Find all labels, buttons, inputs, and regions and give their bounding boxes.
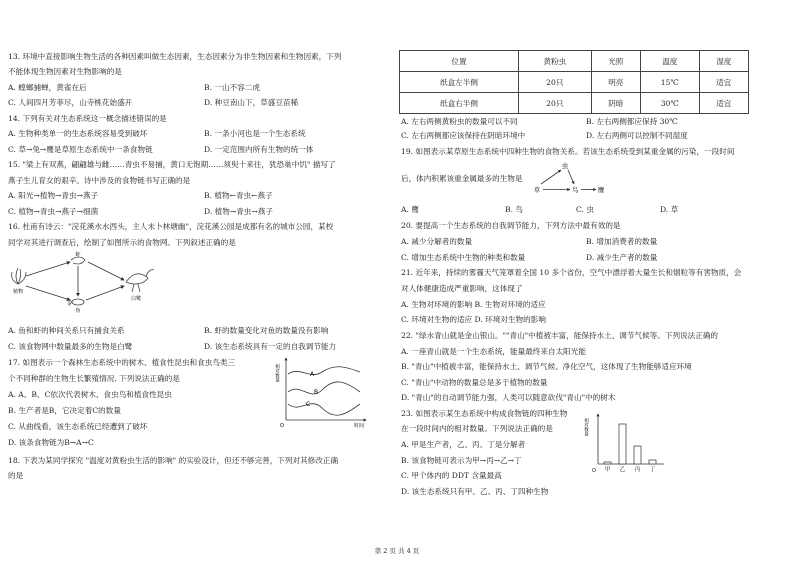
page-number: 第 2 页 共 4 页 [374, 547, 420, 555]
fig-label-plant: 植物 [12, 289, 24, 295]
table-cell: 适宜 [699, 93, 748, 114]
table-cell: 15℃ [641, 72, 700, 93]
table-row [400, 93, 749, 114]
node-bird: 鸟 [571, 186, 579, 194]
curve-a [288, 367, 360, 375]
q19-stem-2: 后，体内积累该重金属最多的生物是 [401, 174, 523, 183]
q19-stem-1: 19. 如图表示某草原生态系统中四种生物的食物关系。若该生态系统受到某重金属的污染，一段时间 [401, 147, 735, 156]
q17-option-c: C. 从曲线看，该生态系统已经遭到了破坏 [8, 422, 148, 431]
fig-label-shrimp: 虾 [75, 252, 81, 258]
bar-chart-origin: O [592, 468, 596, 474]
q22-option-c: C. "青山"中动物的数量总是多于植物的数量 [401, 378, 548, 387]
q20-option-a: A. 减少分解者的数量 [401, 237, 473, 246]
q13-option-c: C. 人间四月芳菲尽，山寺桃花始盛开 [8, 98, 133, 107]
table-cell: 30℃ [641, 93, 700, 114]
table-header-row [400, 51, 749, 72]
bar-label-甲: 甲 [604, 467, 611, 473]
q15-stem-2: 燕子生儿育女的艰辛。诗中涉及的食物链书写正确的是 [8, 176, 191, 185]
node-hawk: 鹰 [597, 186, 605, 194]
q19-option-a: A. 鹰 [401, 205, 419, 214]
egret-icon [126, 270, 154, 292]
fig-label-egret: 白鹭 [130, 296, 142, 302]
curve-c-label: C [306, 401, 311, 408]
q15-stem-1: 15. "梁上有双燕，翩翩雄与雌……青虫不易捕，黄口无饱期……须臾十来往，犹恐巢中饥" 描写了 [8, 160, 336, 169]
q17-option-a: A. A、B、C依次代表树木、食虫鸟和植食性昆虫 [8, 390, 172, 399]
q18-stem-2: 的是 [8, 471, 24, 480]
q21-options-ab: A. 生物对环境的影响 B. 生物对环境的适应 [401, 300, 546, 309]
table-cell: 纸盒左半侧 [400, 72, 519, 93]
q13-option-a: A. 螳螂捕蝉，黄雀在后 [8, 83, 87, 92]
q19-option-c: C. 虫 [576, 205, 594, 214]
q20-stem: 20. 要提高一个生态系统的自我调节能力，下列方法中最有效的是 [401, 221, 621, 230]
q14-option-c: C. 草→兔→鹰是草原生态系统中一条食物链 [8, 145, 153, 154]
q14-option-b: B. 一条小河也是一个生态系统 [204, 129, 306, 138]
q13-stem-1: 13. 环境中直接影响生物生活的各种因素叫做生态因素，生态因素分为非生物因素和生物因素，下列 [8, 52, 342, 61]
q23-option-a: A. 甲是生产者，乙、丙、丁是分解者 [401, 440, 526, 449]
population-curve-graph [276, 356, 372, 428]
q23-option-c: C. 甲个体内的 DDT 含量最高 [401, 471, 502, 480]
table-header: 黄粉虫 [518, 51, 591, 72]
table-header: 温度 [641, 51, 700, 72]
arrow-shrimp-egret [88, 262, 124, 280]
q21-options-cd: C. 环境对生物的适应 D. 环境对生物的影响 [401, 315, 546, 324]
table-cell: 20只 [518, 72, 591, 93]
curve-a-label: A [310, 371, 315, 378]
q16-option-d: D. 该生态系统具有一定的自我调节能力 [204, 342, 337, 351]
curve-b [288, 382, 360, 394]
q22-option-a: A. 一座青山就是一个生态系统，能量最终来自太阳光能 [401, 347, 586, 356]
q16-option-a: A. 鱼和虾的种间关系只有捕食关系 [8, 326, 125, 335]
x-axis-label: 时间 [354, 423, 365, 429]
q17-option-d: D. 该条食物链为B→A→C [8, 438, 94, 447]
table-header: 湿度 [699, 51, 748, 72]
q21-stem-1: 21. 近年来，持续的雾霾天气笼罩着全国 10 多个省份，空气中漂浮着大量生长和烟粒等有害物质，会 [401, 268, 742, 277]
arrow-insect-bird [568, 170, 574, 184]
q15-option-b: B. 植物←青虫←燕子 [204, 191, 273, 200]
arrow-plant-fish [26, 286, 70, 300]
q23-stem-2: 在一段时间内的相对数量。下列说法正确的是 [401, 424, 553, 433]
q20-option-b: B. 增加消费者的数量 [586, 237, 658, 246]
arrow-fish-egret [86, 286, 124, 300]
q20-option-d: D. 减少生产者的数量 [586, 253, 658, 262]
experiment-table [399, 50, 749, 114]
q22-stem: 22. "绿水青山就是金山银山。""青山"中植被丰富，能保持水土、调节气候等。下列说法正确的 [401, 331, 719, 340]
q22-option-b: B. "青山"中植被丰富，能保持水土、调节气候、净化空气，这体现了生物能够适应环境 [401, 362, 692, 371]
bar-甲 [604, 462, 611, 464]
bar-chart-y-label: 相对数量 [583, 418, 589, 436]
q13-option-d: D. 种豆南山下，草盛豆苗稀 [204, 98, 299, 107]
q23-stem-1: 23. 如图表示某生态系统中构成食物链的四种生物 [401, 409, 568, 418]
q19-option-b: B. 鸟 [505, 205, 524, 214]
origin-label: O [280, 423, 284, 429]
q13-stem-2: 不能体现生物因素对生物影响的是 [8, 67, 122, 76]
bar-label-乙: 乙 [619, 467, 626, 473]
q18-option-a: A. 左右两侧黄粉虫的数量可以不同 [401, 117, 518, 126]
q15-option-d: D. 植物→青虫→燕子 [204, 207, 273, 216]
q23-option-d: D. 该生态系统只有甲、乙、丙、丁四种生物 [401, 487, 549, 496]
y-axis-label: 相对数量 [274, 364, 280, 382]
table-cell: 20只 [518, 93, 591, 114]
q13-option-b: B. 一山不容二虎 [204, 83, 260, 92]
node-insect: 虫 [561, 162, 569, 170]
q16-option-c: C. 该食物网中数量最多的生物是白鹭 [8, 342, 133, 351]
table-header: 位置 [400, 51, 519, 72]
bar-丁 [649, 460, 656, 464]
q14-option-a: A. 生物种类单一的生态系统容易受到破坏 [8, 129, 148, 138]
plant-icon [12, 268, 26, 284]
fish-icon [69, 299, 84, 305]
shrimp-icon [71, 257, 85, 264]
food-chain-diagram [531, 160, 607, 196]
q16-option-b: B. 虾的数量变化对鱼的数量没有影响 [204, 326, 329, 335]
table-cell: 阴暗 [591, 93, 640, 114]
q16-stem-2: 同学对其进行调查后，绘制了如图所示的食物网。下列叙述正确的是 [8, 238, 236, 247]
q14-option-d: D. 一定范围内所有生物的统一体 [204, 145, 314, 154]
curve-b-label: B [314, 389, 319, 396]
q17-stem-2: 个不同种群的生物生长繁殖情况. 下列说法正确的是 [8, 374, 180, 383]
q18-option-d: D. 左右两侧可以控制不同湿度 [586, 131, 688, 140]
q14-stem: 14. 下列有关对生态系统这一概念描述错误的是 [8, 114, 167, 123]
q19-option-d: D. 草 [660, 205, 679, 214]
fig-label-fish: 鱼 [75, 308, 81, 314]
q18-option-b: B. 左右两侧都应保持 30℃ [586, 117, 678, 126]
bar-乙 [619, 424, 626, 464]
q20-option-c: C. 增加生态系统中生物的种类和数量 [401, 253, 526, 262]
bar-丙 [634, 446, 641, 464]
q22-option-d: D. "青山"的自动调节能力强，人类可以随意砍伐"青山"中的树木 [401, 393, 616, 402]
arrow-grass-insect [541, 170, 561, 184]
q18-option-c: C. 左右两侧都应该保持在阴暗环境中 [401, 131, 526, 140]
bar-label-丙: 丙 [634, 467, 641, 473]
q21-stem-2: 对人体健康造成严重影响，这体现了 [401, 284, 523, 293]
bar-group [604, 424, 656, 473]
bar-label-丁: 丁 [649, 467, 656, 473]
table-cell: 明亮 [591, 72, 640, 93]
q17-option-b: B. 生产者是B，它决定着C的数量 [8, 406, 121, 415]
table-header: 光照 [591, 51, 640, 72]
table-row [400, 72, 749, 93]
food-web-figure [8, 252, 168, 314]
arrow-plant-shrimp [26, 262, 70, 276]
q16-stem-1: 16. 杜甫有诗云："浣花溪水水西头，主人未卜林塘幽"，浣花溪公园是成都有名的城市公园，某校 [8, 222, 334, 231]
q18-stem-1: 18. 下表为某同学探究 "温度对黄粉虫生活的影响" 的实验设计，但还不够完善，下列对其修改正确 [8, 456, 339, 465]
relative-quantity-bar-chart [584, 412, 668, 474]
curve-c [288, 404, 360, 416]
q15-option-c: C. 植物→青虫→燕子→细菌 [8, 207, 99, 216]
q17-stem-1: 17. 如图表示一个森林生态系统中的树木、植食性昆虫和食虫鸟类三 [8, 358, 236, 367]
node-grass: 草 [533, 186, 541, 194]
q15-option-a: A. 阳光→植物→青虫→燕子 [8, 191, 99, 200]
table-cell: 纸盒右半侧 [400, 93, 519, 114]
q23-option-b: B. 该食物链可表示为甲→丙→乙→丁 [401, 456, 522, 465]
table-cell: 适宜 [699, 72, 748, 93]
